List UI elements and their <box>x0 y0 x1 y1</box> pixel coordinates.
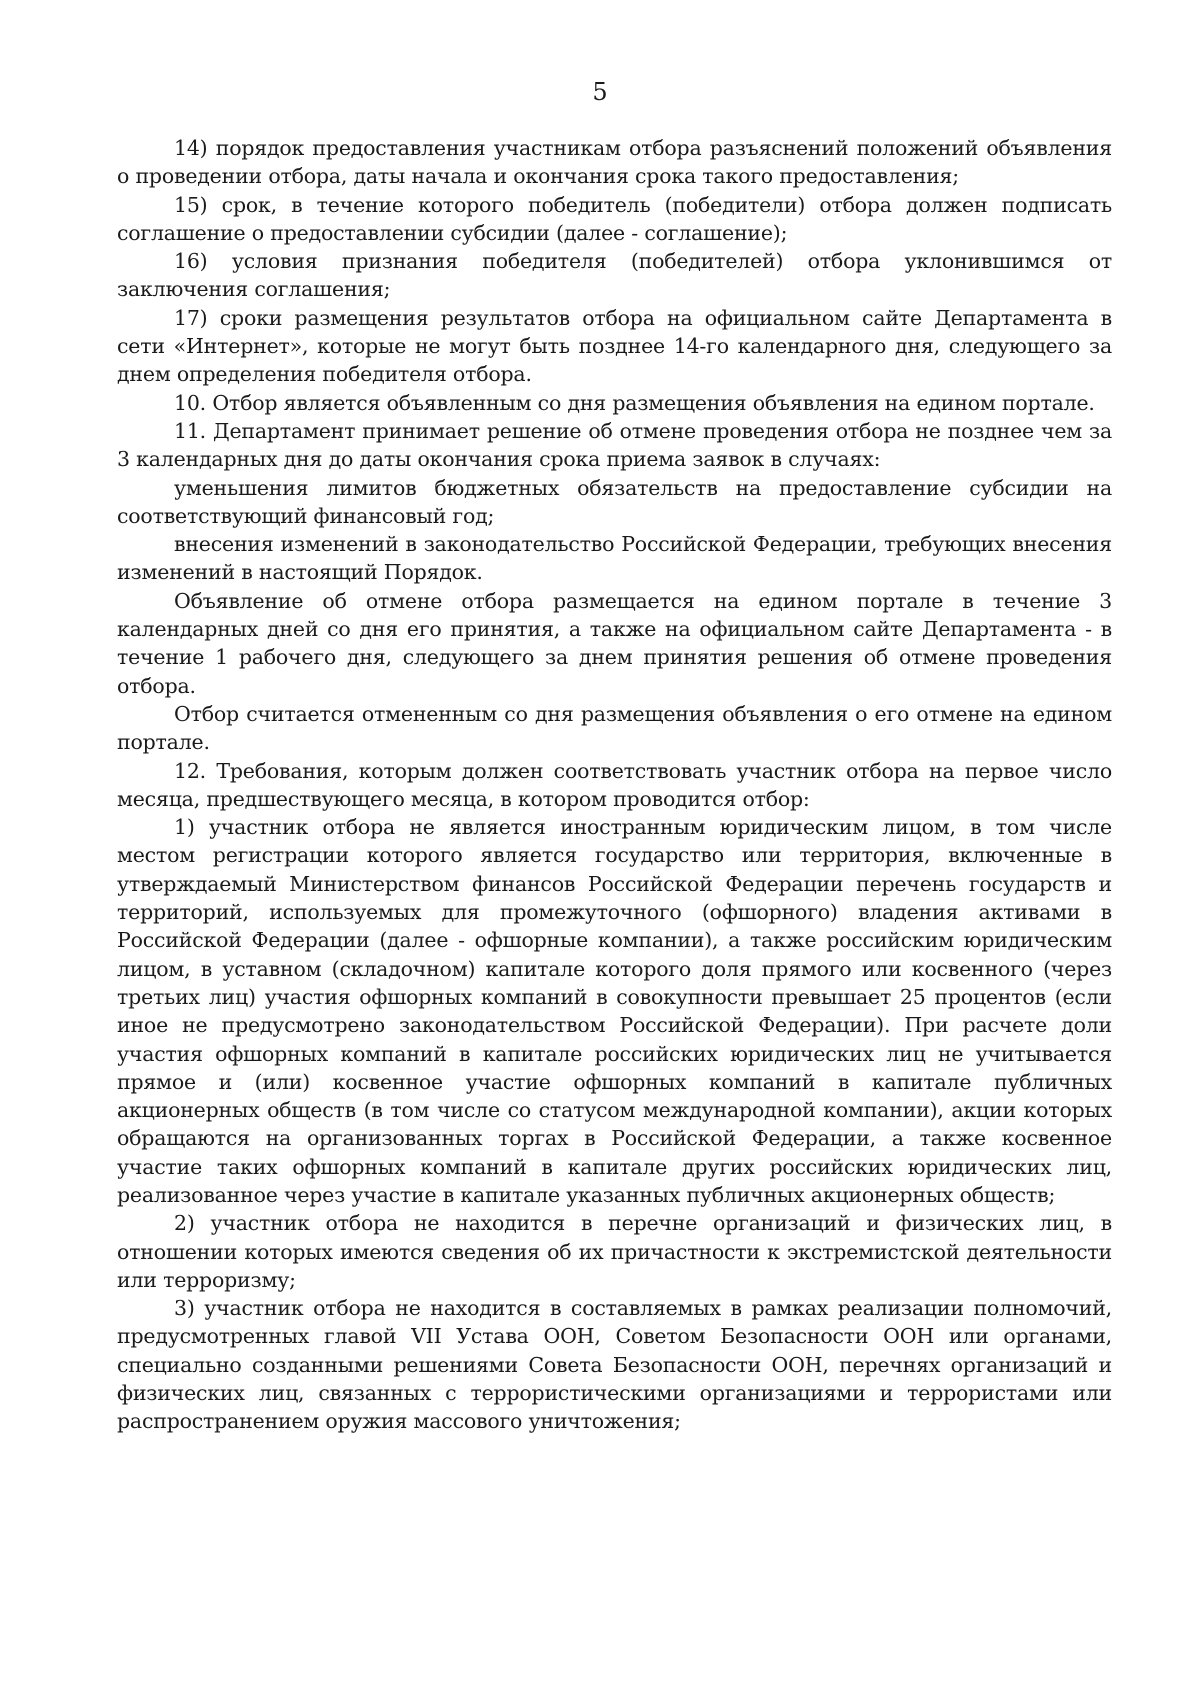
paragraph-cancellation-notice: Объявление об отмене отбора размещается на едином портале в течение 3 календарных дней со дня его принятия, а также на официальном сайте Департамента - в течение 1 рабочего дня, следующего за днем принятия решения об отмене проведения отбора. <box>117 588 1112 698</box>
paragraph-requirement-2-extremism: 2) участник отбора не находится в перечне организаций и физических лиц, в отношении которых имеются сведения об их причастности к экстремистской деятельности или терроризму; <box>117 1211 1112 1292</box>
paragraph-12-requirements: 12. Требования, которым должен соответствовать участник отбора на первое число месяца, предшествующего месяца, в котором проводится отбор: <box>117 758 1112 811</box>
paragraph-requirement-3-un-lists: 3) участник отбора не находится в составляемых в рамках реализации полномочий, предусмотренных главой VII Устава ООН, Советом Безопасности ООН или органами, специально созданными решениями Совета Безопасности ООН, перечнях организаций и физических лиц, связанных с террористическими организациями и террористами или распространением оружия массового уничтожения; <box>117 1296 1112 1434</box>
paragraph-11-cancellation: 11. Департамент принимает решение об отмене проведения отбора не позднее чем за 3 календарных дня до даты окончания срока приема заявок в случаях: <box>117 418 1112 472</box>
paragraph-15-agreement-deadline: 15) срок, в течение которого победитель (победители) отбора должен подписать соглашение о предоставлении субсидии (далее - соглашение); <box>117 192 1112 245</box>
paragraph-cancellation-effective: Отбор считается отмененным со дня размещения объявления о его отмене на едином портале. <box>117 701 1112 755</box>
paragraph-requirement-1-offshore: 1) участник отбора не является иностранным юридическим лицом, в том числе местом регистрации которого является государство или территория, включенные в утверждаемый Министерством финансов Российской Федерации перечень государств и территорий, используемых для промежуточного (офшорного) владения активами в Российской Федерации (далее - офшорные компании), а также российским юридическим лицом, в уставном (складочном) капитале которого доля прямого или косвенного (через третьих лиц) участия офшорных компаний в совокупности превышает 25 процентов (если иное не предусмотрено законодательством Российской Федерации). При расчете доли участия офшорных компаний в капитале российских юридических лиц не учитывается прямое и (или) косвенное участие офшорных компаний в капитале публичных акционерных обществ (в том числе со статусом международной компании), акции которых обращаются на организованных торгах в Российской Федерации, а также косвенное участие таких офшорных компаний в капитале других российских юридических лиц, реализованное через участие в капитале указанных публичных акционерных обществ; <box>117 815 1112 1207</box>
paragraph-legislation-changes: внесения изменений в законодательство Российской Федерации, требующих внесения изменений в настоящий Порядок. <box>117 532 1112 585</box>
document-body <box>117 134 1112 1436</box>
paragraph-17-results-publication: 17) сроки размещения результатов отбора на официальном сайте Департамента в сети «Интернет», которые не могут быть позднее 14-го календарного дня, следующего за днем определения победителя отбора. <box>117 305 1112 387</box>
paragraph-10-announcement: 10. Отбор является объявленным со дня размещения объявления на едином портале. <box>174 390 1095 415</box>
paragraph-budget-reduction: уменьшения лимитов бюджетных обязательств на предоставление субсидии на соответствующий финансовый год; <box>117 475 1112 528</box>
paragraph-16-evasion-conditions: 16) условия признания победителя (победителей) отбора уклонившимся от заключения соглашения; <box>117 249 1112 302</box>
paragraph-14-clarifications: 14) порядок предоставления участникам отбора разъяснений положений объявления о проведении отбора, даты начала и окончания срока такого предоставления; <box>117 136 1112 189</box>
page-number: 5 <box>592 78 608 106</box>
